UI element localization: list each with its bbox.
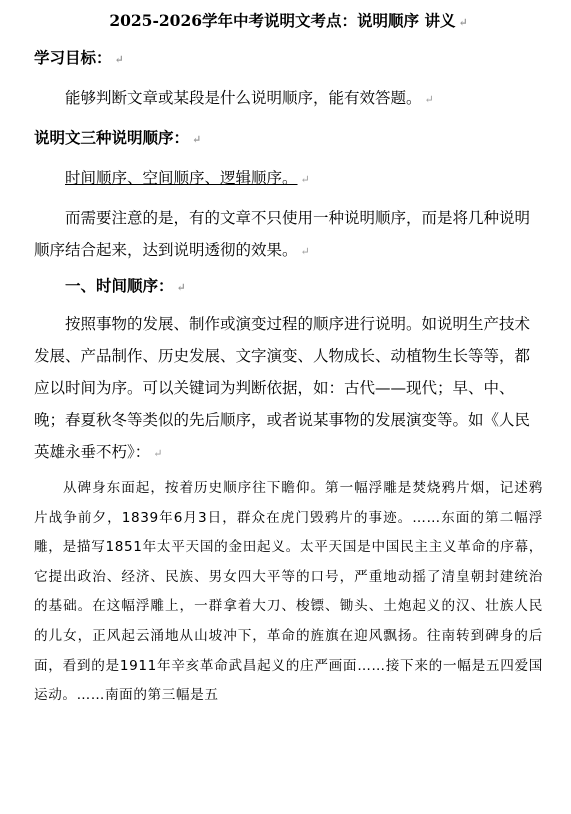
note-paragraph: 而需要注意的是，有的文章不只使用一种说明顺序，而是将几种说明顺序结合起来，达到说明透彻的效果。 ↵ <box>34 209 531 259</box>
types-text: 时间顺序、空间顺序、逻辑顺序。 ↵ <box>65 169 310 187</box>
types-heading: 说明文三种说明顺序： ↵ <box>34 128 202 147</box>
section1-heading: 一、时间顺序： ↵ <box>65 276 186 295</box>
example-quote: 从碑身东面起，按着历史顺序往下瞻仰。第一幅浮雕是焚烧鸦片烟，记述鸦片战争前夕，1839年6月3日，群众在虎门毁鸦片的事迹。……东面的第二幅浮雕，是描写1851年太平天国的金田起义。太平天国是中国民主主义革命的序幕，它提出政治、经济、民族、男女四大平等的口号，严重地动摇了清皇朝封建统治的基础。在这幅浮雕上，一群拿着大刀、梭镖、锄头、土炮起义的汉、壮族人民的儿女，正风起云涌地从山坡冲下，革命的旌旗在迎风飘扬。往南转到碑身的后面，看到的是1911年辛亥革命武昌起义的庄严画面……接下来的一幅是五四爱国运动。……南面的第三幅是五 <box>34 480 543 704</box>
document-title: 2025-2026学年中考说明文考点：说明顺序 讲义 ↵ <box>109 11 468 30</box>
paragraph-mark-icon: ↵ <box>300 245 310 258</box>
goal-heading: 学习目标： ↵ <box>34 48 124 67</box>
paragraph-mark-icon: ↵ <box>192 133 202 146</box>
paragraph-mark-icon: ↵ <box>300 173 310 186</box>
goal-text: 能够判断文章或某段是什么说明顺序，能有效答题。 ↵ <box>65 89 434 107</box>
paragraph-mark-icon: ↵ <box>153 447 163 460</box>
paragraph-mark-icon: ↵ <box>424 93 434 106</box>
section1-paragraph: 按照事物的发展、制作或演变过程的顺序进行说明。如说明生产技术发展、产品制作、历史发展、文字演变、人物成长、动植物生长等等，都应以时间为序。可以关键词为判断依据，如：古代——现代；早、中、晚；春夏秋冬等类似的先后顺序，或者说某事物的发展演变等。如《人民英雄永垂不朽》： ↵ <box>34 315 531 461</box>
paragraph-mark-icon: ↵ <box>176 281 186 294</box>
paragraph-mark-icon: ↵ <box>114 53 124 66</box>
paragraph-mark-icon: ↵ <box>458 16 468 29</box>
